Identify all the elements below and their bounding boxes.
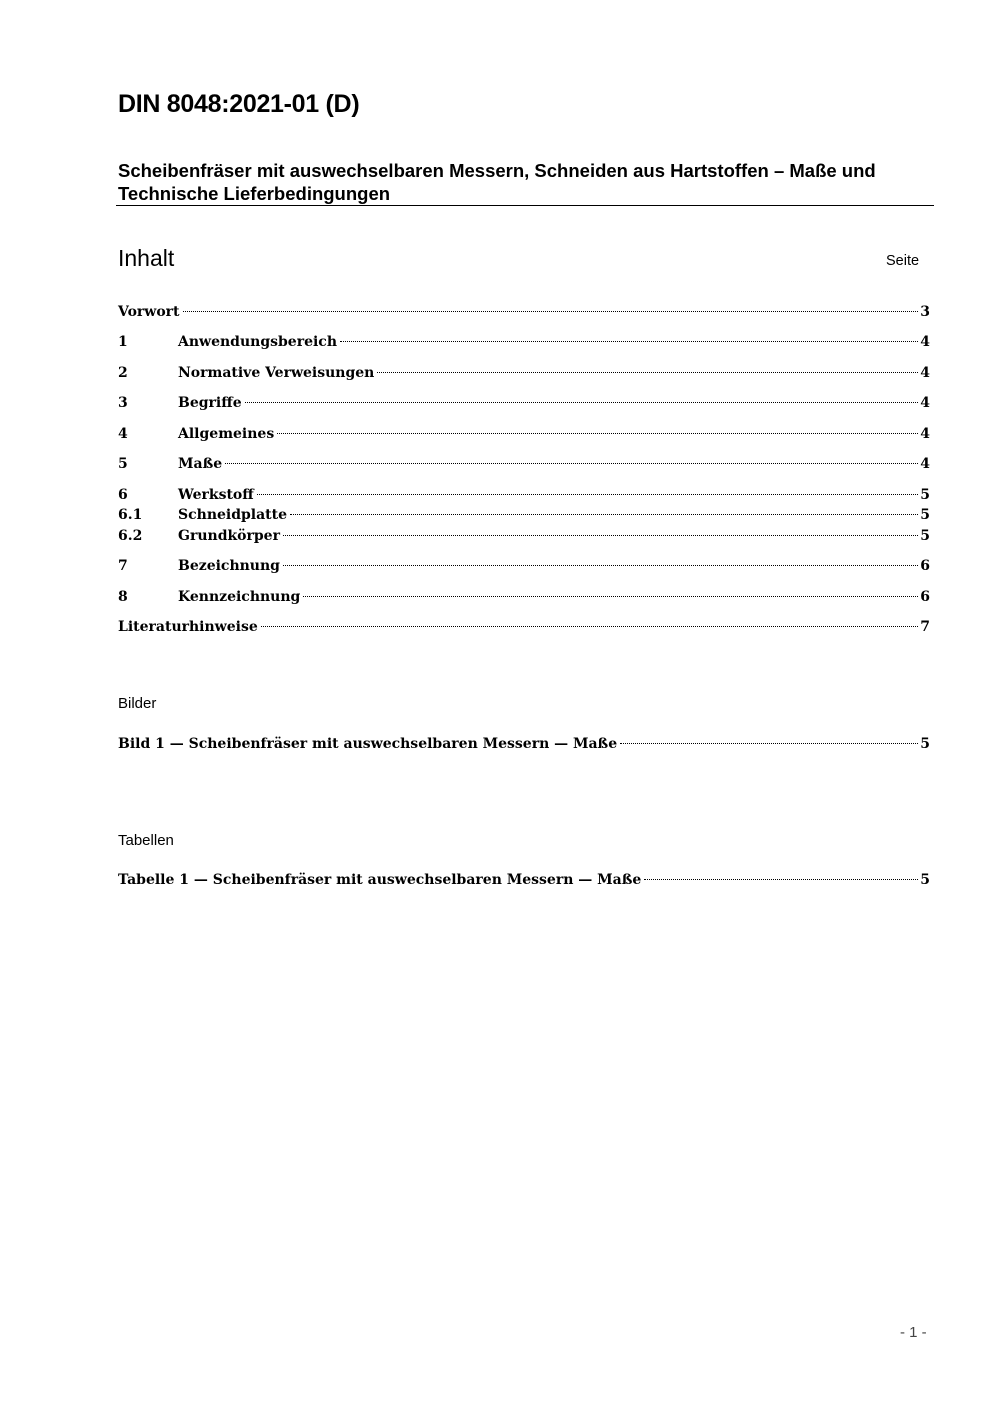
toc-entry-page: 4 <box>920 365 930 381</box>
toc-entry-label: Kennzeichnung <box>178 589 301 605</box>
toc-entry-masse[interactable] <box>118 454 930 474</box>
toc-entry-literaturhinweise[interactable] <box>118 617 930 637</box>
figure-entry-label: Bild 1 — Scheibenfräser mit auswechselbaren Messern — Maße <box>118 736 618 752</box>
toc-entry-label: Bezeichnung <box>178 558 280 574</box>
toc-entry-page: 6 <box>920 589 930 605</box>
toc-entry-number: 5 <box>118 456 128 472</box>
figure-entry-page: 5 <box>920 736 930 752</box>
toc-heading: Inhalt <box>118 245 175 271</box>
toc-leader-dots <box>183 311 919 312</box>
toc-entry-kennzeichnung[interactable] <box>118 587 930 607</box>
toc-entry-bezeichnung[interactable] <box>118 556 930 576</box>
toc-leader-dots <box>225 463 918 464</box>
table-entry-label: Tabelle 1 — Scheibenfräser mit auswechselbaren Messern — Maße <box>118 872 642 888</box>
toc-entry-normative-verweisungen[interactable] <box>118 363 930 383</box>
tables-heading: Tabellen <box>118 832 174 849</box>
toc-leader-dots <box>261 626 919 627</box>
toc-leader-dots <box>377 372 918 373</box>
toc-entry-grundkoerper[interactable] <box>118 526 930 546</box>
table-entry-page: 5 <box>920 872 930 888</box>
toc-entry-label: Maße <box>178 456 223 472</box>
toc-entry-label: Literaturhinweise <box>118 619 258 635</box>
toc-leader-dots <box>245 402 919 403</box>
toc-leader-dots <box>620 743 918 744</box>
toc-entry-werkstoff[interactable] <box>118 485 930 505</box>
toc-leader-dots <box>277 433 918 434</box>
toc-entry-label: Begriffe <box>178 395 242 411</box>
page-number: - 1 - <box>900 1324 927 1341</box>
toc-leader-dots <box>283 565 918 566</box>
toc-entry-page: 5 <box>920 487 930 503</box>
toc-entry-anwendungsbereich[interactable] <box>118 332 930 352</box>
toc-entry-begriffe[interactable] <box>118 393 930 413</box>
document-id: DIN 8048:2021-01 (D) <box>118 90 360 118</box>
toc-leader-dots <box>290 514 918 515</box>
toc-entry-number: 7 <box>118 558 128 574</box>
figures-heading: Bilder <box>118 695 157 712</box>
toc-entry-schneidplatte[interactable] <box>118 505 930 525</box>
toc-entry-page: 4 <box>920 395 930 411</box>
toc-entry-page: 4 <box>920 334 930 350</box>
toc-entry-number: 2 <box>118 365 128 381</box>
toc-entry-number: 4 <box>118 426 128 442</box>
toc-entry-number: 6.1 <box>118 507 143 523</box>
toc-entry-vorwort[interactable] <box>118 302 930 322</box>
toc-leader-dots <box>283 535 918 536</box>
toc-entry-label: Normative Verweisungen <box>178 365 375 381</box>
toc-entry-number: 3 <box>118 395 128 411</box>
toc-entry-page: 4 <box>920 426 930 442</box>
toc-page-column-label: Seite <box>886 253 920 269</box>
toc-entry-label: Werkstoff <box>178 487 254 503</box>
toc-leader-dots <box>644 879 918 880</box>
document-title: Scheibenfräser mit auswechselbaren Messern, Schneiden aus Hartstoffen – Maße und Technische Lieferbedingungen <box>118 160 876 204</box>
toc-entry-label: Vorwort <box>118 304 180 320</box>
toc-entry-allgemeines[interactable] <box>118 424 930 444</box>
toc-entry-page: 4 <box>920 456 930 472</box>
toc-leader-dots <box>303 596 918 597</box>
toc-entry-page: 3 <box>920 304 930 320</box>
toc-entry-page: 5 <box>920 528 930 544</box>
toc-leader-dots <box>340 341 918 342</box>
toc-leader-dots <box>257 494 919 495</box>
toc-entry-page: 6 <box>920 558 930 574</box>
toc-entry-label: Schneidplatte <box>178 507 288 523</box>
toc-entry-label: Grundkörper <box>178 528 280 544</box>
figure-entry-bild-1[interactable] <box>118 734 930 754</box>
toc-entry-number: 1 <box>118 334 128 350</box>
toc-entry-number: 6 <box>118 487 128 503</box>
toc-entry-page: 5 <box>920 507 930 523</box>
table-entry-tabelle-1[interactable] <box>118 870 930 890</box>
toc-entry-page: 7 <box>920 619 930 635</box>
toc-entry-label: Anwendungsbereich <box>178 334 337 350</box>
toc-entry-label: Allgemeines <box>178 426 275 442</box>
toc-entry-number: 6.2 <box>118 528 143 544</box>
toc-entry-number: 8 <box>118 589 128 605</box>
title-divider <box>116 205 934 206</box>
